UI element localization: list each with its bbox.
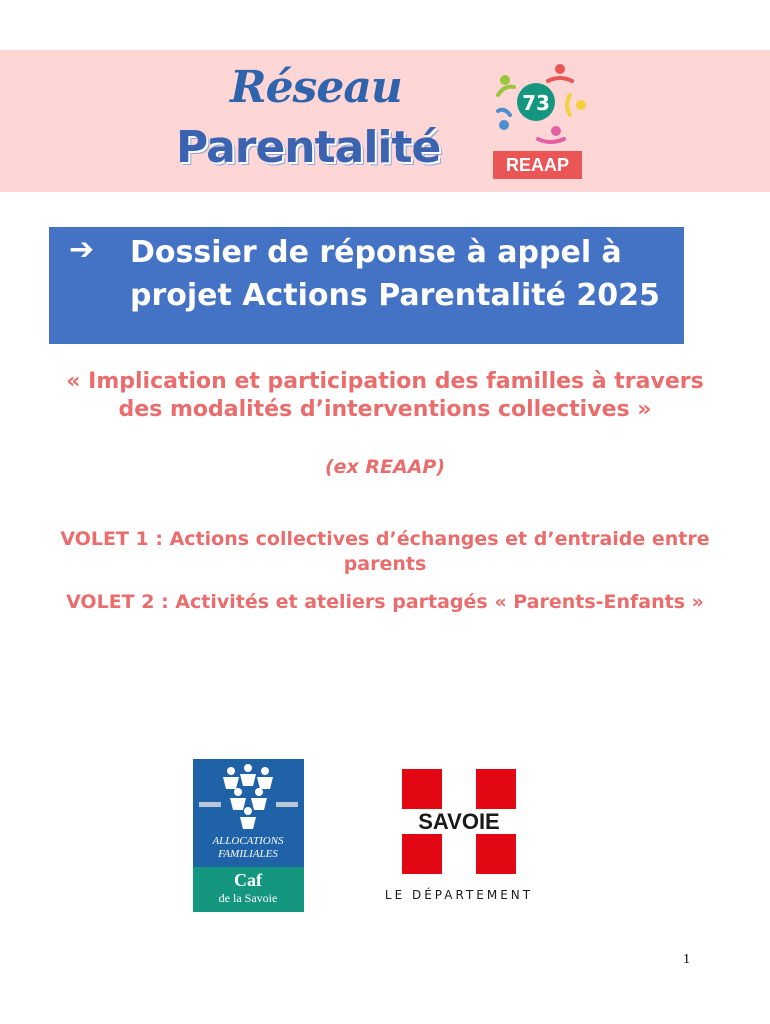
logo-title-parentalite: Parentalité [176,122,441,173]
caf-line2: FAMILIALES [218,848,278,860]
subtitle-ex-reaap: (ex REAAP) [324,456,446,478]
caf-name: Caf [234,870,262,890]
caf-bar-left [199,802,221,807]
reaap-number: 73 [522,91,550,115]
caf-bar-right [276,802,298,807]
savoie-subtitle: LE DÉPARTEMENT [384,888,534,902]
logo-dot-green [500,75,510,85]
subtitle: « Implication et participation des familles à travers des modalités d’interventions collectives » [66,369,704,422]
logo-dot-yellow [576,100,586,110]
logo-dot-blue [499,120,509,130]
volet-1: VOLET 1 : Actions collectives d’échanges et d’entraide entre parents [60,528,710,575]
caf-line1: ALLOCATIONS [212,835,284,847]
savoie-square-tl [402,769,442,809]
savoie-square-bl [402,834,442,874]
savoie-name: SAVOIE [418,809,500,834]
caf-region: de la Savoie [218,891,278,905]
savoie-departement-logo [374,764,544,904]
reaap-label: REAAP [493,151,582,179]
page-number: 1 [683,952,690,967]
caf-savoie-logo [193,759,304,912]
document-title: Dossier de réponse à appel à projet Actions Parentalité 2025 [130,235,660,313]
logo-title-reseau: Réseau [230,62,402,113]
savoie-square-tr [476,769,516,809]
savoie-square-br [476,834,516,874]
arrow-right-icon: ➔ [69,232,95,267]
title-box [49,227,684,344]
logo-dot-red [555,64,565,74]
logo-dot-pink [551,126,561,136]
volet-2: VOLET 2 : Activités et ateliers partagés « Parents-Enfants » [66,591,704,613]
